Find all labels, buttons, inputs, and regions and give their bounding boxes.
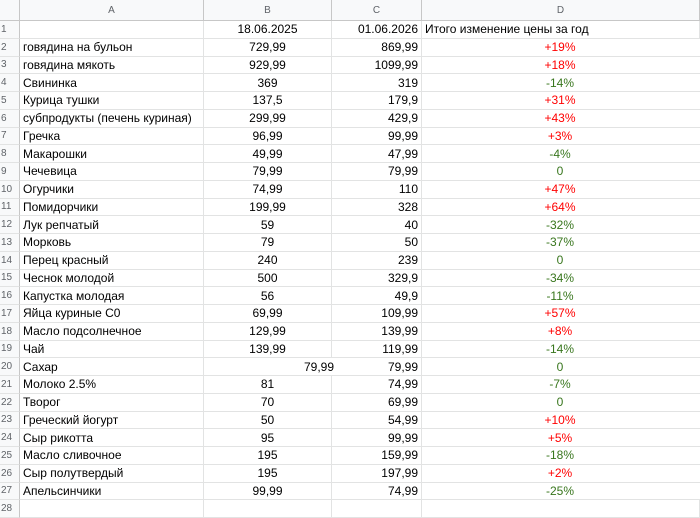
cell-value: 49,99 xyxy=(252,146,283,161)
cell-value: 50 xyxy=(260,412,275,427)
row-header[interactable]: 13 xyxy=(0,234,20,252)
cell-price-2026[interactable] xyxy=(332,216,422,234)
row-header[interactable]: 11 xyxy=(0,199,20,217)
cell-value: -14% xyxy=(545,341,575,356)
empty-cell[interactable] xyxy=(422,500,700,518)
cell-value: -11% xyxy=(546,288,574,303)
cell-value: 199,99 xyxy=(249,199,286,214)
cell-product-name[interactable] xyxy=(20,110,204,128)
cell-value: Морковь xyxy=(23,235,72,250)
cell-price-2026[interactable] xyxy=(332,57,422,75)
cell-value: +2% xyxy=(547,466,573,481)
cell-product-name[interactable] xyxy=(20,57,204,75)
cell-change-percent[interactable] xyxy=(422,323,700,341)
cell-value: 369 xyxy=(257,75,278,90)
cell-value: 0 xyxy=(556,253,564,268)
cell-price-2025[interactable] xyxy=(204,110,332,128)
cell-change-percent[interactable] xyxy=(422,252,700,270)
cell-price-2025[interactable] xyxy=(204,270,332,288)
cell-value: 0 xyxy=(556,395,564,410)
cell-change-percent[interactable] xyxy=(422,92,700,110)
cell-value: +47% xyxy=(544,182,576,197)
cell-price-2026[interactable] xyxy=(332,234,422,252)
cell-value: 239 xyxy=(397,253,418,268)
row-header[interactable]: 18 xyxy=(0,323,20,341)
cell-change-percent[interactable] xyxy=(422,358,700,376)
cell-value: 69,99 xyxy=(387,395,418,410)
cell-change-percent[interactable] xyxy=(422,163,700,181)
cell-price-2026[interactable] xyxy=(332,465,422,483)
cell-change-percent[interactable] xyxy=(422,305,700,323)
cell-value: говядина на бульон xyxy=(23,40,133,55)
cell-value: Чечевица xyxy=(23,164,77,179)
cell-value: 179,9 xyxy=(387,93,418,108)
cell-change-percent[interactable] xyxy=(422,234,700,252)
cell-price-2026[interactable] xyxy=(332,394,422,412)
cell-product-name[interactable] xyxy=(20,92,204,110)
cell-value: Чай xyxy=(23,341,45,356)
cell-product-name[interactable] xyxy=(20,234,204,252)
column-header-c[interactable]: C xyxy=(332,0,422,21)
cell-price-2025[interactable] xyxy=(204,163,332,181)
cell-value: +19% xyxy=(544,40,576,55)
cell-price-2026[interactable] xyxy=(332,163,422,181)
cell-value: 99,99 xyxy=(252,483,283,498)
cell-price-2025[interactable] xyxy=(204,199,332,217)
row-header[interactable]: 28 xyxy=(0,500,20,518)
cell-price-2025[interactable] xyxy=(204,394,332,412)
cell-price-2025[interactable] xyxy=(204,216,332,234)
cell-value: Масло сливочное xyxy=(23,448,122,463)
cell-value: Молоко 2.5% xyxy=(23,377,97,392)
cell-price-2026[interactable] xyxy=(332,110,422,128)
cell-value: говядина мякоть xyxy=(23,57,116,72)
cell-b1[interactable] xyxy=(204,21,332,39)
cell-value: субпродукты (печень куриная) xyxy=(23,111,192,126)
cell-price-2026[interactable] xyxy=(332,145,422,163)
cell-price-2026[interactable] xyxy=(332,429,422,447)
cell-value: Сыр рикотта xyxy=(23,430,94,445)
cell-value: 99,99 xyxy=(387,128,418,143)
cell-value: 40 xyxy=(404,217,418,232)
row-header[interactable]: 4 xyxy=(0,74,20,92)
cell-price-2025[interactable] xyxy=(204,323,332,341)
cell-price-2025[interactable] xyxy=(204,412,332,430)
cell-value: Огурчики xyxy=(23,182,74,197)
cell-price-2025[interactable] xyxy=(204,92,332,110)
cell-product-name[interactable] xyxy=(20,287,204,305)
column-header-d[interactable]: D xyxy=(422,0,700,21)
cell-product-name[interactable] xyxy=(20,358,204,376)
cell-product-name[interactable] xyxy=(20,199,204,217)
cell-product-name[interactable] xyxy=(20,39,204,57)
cell-value: -14% xyxy=(545,75,575,90)
cell-product-name[interactable] xyxy=(20,394,204,412)
cell-change-percent[interactable] xyxy=(422,39,700,57)
cell-change-percent[interactable] xyxy=(422,429,700,447)
cell-value: Творог xyxy=(23,395,61,410)
cell-value: 195 xyxy=(257,466,278,481)
row-header[interactable]: 5 xyxy=(0,92,20,110)
cell-a1[interactable] xyxy=(20,21,204,39)
column-header-a[interactable]: A xyxy=(20,0,204,21)
cell-price-2025[interactable] xyxy=(204,287,332,305)
cell-change-percent[interactable] xyxy=(422,128,700,146)
row-header[interactable]: 21 xyxy=(0,376,20,394)
cell-value: 139,99 xyxy=(381,324,418,339)
cell-change-percent[interactable] xyxy=(422,447,700,465)
cell-value: Масло подсолнечное xyxy=(23,324,142,339)
cell-product-name[interactable] xyxy=(20,128,204,146)
cell-value: 81 xyxy=(260,377,275,392)
cell-value: +3% xyxy=(547,128,573,143)
cell-value: Помидорчики xyxy=(23,199,99,214)
cell-change-percent[interactable] xyxy=(422,394,700,412)
row-header[interactable]: 15 xyxy=(0,270,20,288)
row-header[interactable]: 26 xyxy=(0,465,20,483)
cell-value: 500 xyxy=(257,270,278,285)
cell-price-2026[interactable] xyxy=(332,270,422,288)
cell-value: Итого изменение цены за год xyxy=(425,22,589,37)
cell-value: 96,99 xyxy=(252,128,283,143)
row-header[interactable]: 17 xyxy=(0,305,20,323)
cell-value: +64% xyxy=(544,199,576,214)
row-header[interactable]: 9 xyxy=(0,163,20,181)
cell-value: 79,99 xyxy=(252,164,283,179)
cell-value: 18.06.2025 xyxy=(237,22,298,37)
cell-price-2025[interactable] xyxy=(204,234,332,252)
cell-value: 319 xyxy=(397,75,418,90)
cell-value: +5% xyxy=(547,430,573,445)
cell-c1[interactable] xyxy=(332,21,422,39)
cell-price-2026[interactable] xyxy=(332,128,422,146)
cell-value: 137,5 xyxy=(252,93,283,108)
cell-value: 47,99 xyxy=(387,146,418,161)
cell-price-2026[interactable] xyxy=(332,39,422,57)
cell-value: 729,99 xyxy=(249,40,286,55)
cell-price-2025[interactable] xyxy=(204,181,332,199)
cell-value: 328 xyxy=(397,199,418,214)
cell-value: 159,99 xyxy=(381,448,418,463)
cell-price-2025[interactable] xyxy=(204,483,332,501)
cell-value: -34% xyxy=(545,270,575,285)
cell-change-percent[interactable] xyxy=(422,145,700,163)
row-header[interactable]: 7 xyxy=(0,128,20,146)
cell-change-percent[interactable] xyxy=(422,376,700,394)
cell-price-2025[interactable] xyxy=(204,341,332,359)
cell-change-percent[interactable] xyxy=(422,110,700,128)
cell-price-2026[interactable] xyxy=(332,412,422,430)
cell-value: 49,9 xyxy=(394,288,418,303)
cell-price-2026[interactable] xyxy=(332,92,422,110)
row-header[interactable]: 2 xyxy=(0,39,20,57)
cell-value: Сыр полутвердый xyxy=(23,466,124,481)
cell-value: 129,99 xyxy=(249,324,286,339)
cell-value: 74,99 xyxy=(387,377,418,392)
cell-value: 79,99 xyxy=(303,359,334,374)
cell-value: Макарошки xyxy=(23,146,87,161)
cell-price-2025[interactable] xyxy=(204,447,332,465)
cell-product-name[interactable] xyxy=(20,341,204,359)
cell-value: Греческий йогурт xyxy=(23,412,119,427)
cell-price-2025[interactable] xyxy=(204,305,332,323)
cell-value: +43% xyxy=(544,111,576,126)
cell-product-name[interactable] xyxy=(20,429,204,447)
cell-price-2026[interactable] xyxy=(332,483,422,501)
row-header[interactable]: 24 xyxy=(0,429,20,447)
cell-price-2025[interactable] xyxy=(204,429,332,447)
cell-value: 56 xyxy=(260,288,275,303)
cell-value: 195 xyxy=(257,448,278,463)
cell-value: Чеснок молодой xyxy=(23,270,115,285)
cell-product-name[interactable] xyxy=(20,252,204,270)
cell-value: Курица тушки xyxy=(23,93,100,108)
cell-value: 99,99 xyxy=(387,430,418,445)
row-header[interactable]: 10 xyxy=(0,181,20,199)
cell-price-2025[interactable] xyxy=(204,57,332,75)
row-header[interactable]: 1 xyxy=(0,21,20,39)
cell-price-2026[interactable] xyxy=(332,199,422,217)
cell-product-name[interactable] xyxy=(20,74,204,92)
cell-value: 869,99 xyxy=(381,40,418,55)
cell-value: 110 xyxy=(398,182,418,197)
cell-value: 197,99 xyxy=(381,466,418,481)
cell-value: +8% xyxy=(547,324,573,339)
cell-change-percent[interactable] xyxy=(422,465,700,483)
cell-change-percent[interactable] xyxy=(422,483,700,501)
cell-value: 95 xyxy=(260,430,275,445)
row-header[interactable]: 25 xyxy=(0,447,20,465)
cell-value: 240 xyxy=(257,253,278,268)
cell-change-percent[interactable] xyxy=(422,181,700,199)
row-header[interactable]: 3 xyxy=(0,57,20,75)
cell-product-name[interactable] xyxy=(20,145,204,163)
row-header[interactable]: 20 xyxy=(0,358,20,376)
cell-price-2026[interactable] xyxy=(332,181,422,199)
empty-cell[interactable] xyxy=(332,500,422,518)
cell-value: 70 xyxy=(260,395,275,410)
cell-value: Свининка xyxy=(23,75,77,90)
cell-value: 50 xyxy=(404,235,418,250)
cell-value: -32% xyxy=(545,217,575,232)
cell-change-percent[interactable] xyxy=(422,74,700,92)
cell-price-2026[interactable] xyxy=(332,447,422,465)
cell-price-2026[interactable] xyxy=(332,323,422,341)
cell-value: 69,99 xyxy=(252,306,283,321)
cell-value: Сахар xyxy=(23,359,58,374)
cell-value: 429,9 xyxy=(387,111,418,126)
cell-value: -25% xyxy=(545,483,575,498)
cell-value: 79,99 xyxy=(387,164,418,179)
empty-cell[interactable] xyxy=(204,500,332,518)
cell-product-name[interactable] xyxy=(20,270,204,288)
row-header[interactable]: 12 xyxy=(0,216,20,234)
cell-product-name[interactable] xyxy=(20,323,204,341)
cell-value: 79 xyxy=(260,235,275,250)
cell-value: Яйца куриные С0 xyxy=(23,306,121,321)
select-all-corner[interactable] xyxy=(0,0,20,21)
cell-value: 54,99 xyxy=(387,412,418,427)
cell-value: 299,99 xyxy=(249,111,286,126)
cell-change-percent[interactable] xyxy=(422,57,700,75)
cell-price-2026[interactable] xyxy=(332,74,422,92)
cell-value: -37% xyxy=(545,235,575,250)
row-header[interactable]: 27 xyxy=(0,483,20,501)
cell-value: 01.06.2026 xyxy=(357,22,418,37)
cell-price-2026[interactable] xyxy=(332,341,422,359)
cell-value: Капустка молодая xyxy=(23,288,125,303)
cell-price-2026[interactable] xyxy=(332,376,422,394)
cell-product-name[interactable] xyxy=(20,447,204,465)
cell-change-percent[interactable] xyxy=(422,287,700,305)
cell-value: 74,99 xyxy=(252,182,283,197)
row-header[interactable]: 16 xyxy=(0,287,20,305)
cell-value: 139,99 xyxy=(249,341,286,356)
cell-value: +31% xyxy=(544,93,576,108)
cell-product-name[interactable] xyxy=(20,376,204,394)
empty-cell[interactable] xyxy=(20,500,204,518)
cell-price-2025[interactable] xyxy=(204,465,332,483)
cell-price-2026[interactable] xyxy=(332,305,422,323)
cell-value: Апельсинчики xyxy=(23,483,102,498)
cell-value: 79,99 xyxy=(387,359,418,374)
cell-value: 329,9 xyxy=(387,270,418,285)
cell-price-2025[interactable] xyxy=(204,358,337,376)
row-header[interactable]: 19 xyxy=(0,341,20,359)
cell-value: -4% xyxy=(549,146,571,161)
cell-value: 119,99 xyxy=(382,341,418,356)
cell-product-name[interactable] xyxy=(20,216,204,234)
cell-product-name[interactable] xyxy=(20,412,204,430)
cell-value: 74,99 xyxy=(387,483,418,498)
cell-price-2025[interactable] xyxy=(204,376,332,394)
cell-product-name[interactable] xyxy=(20,163,204,181)
cell-value: Гречка xyxy=(23,128,61,143)
cell-value: Перец красный xyxy=(23,253,109,268)
cell-value: +10% xyxy=(544,412,576,427)
row-header[interactable]: 6 xyxy=(0,110,20,128)
cell-product-name[interactable] xyxy=(20,483,204,501)
cell-d1[interactable] xyxy=(422,21,700,39)
cell-value: -7% xyxy=(549,377,571,392)
cell-product-name[interactable] xyxy=(20,465,204,483)
row-header[interactable]: 22 xyxy=(0,394,20,412)
cell-change-percent[interactable] xyxy=(422,412,700,430)
cell-product-name[interactable] xyxy=(20,181,204,199)
cell-price-2025[interactable] xyxy=(204,74,332,92)
cell-price-2026[interactable] xyxy=(332,252,422,270)
cell-price-2025[interactable] xyxy=(204,145,332,163)
row-header[interactable]: 23 xyxy=(0,412,20,430)
cell-change-percent[interactable] xyxy=(422,270,700,288)
cell-change-percent[interactable] xyxy=(422,216,700,234)
cell-product-name[interactable] xyxy=(20,305,204,323)
cell-value: +18% xyxy=(544,57,576,72)
row-header[interactable]: 14 xyxy=(0,252,20,270)
cell-value: +57% xyxy=(544,306,576,321)
cell-value: 109,99 xyxy=(381,306,418,321)
cell-change-percent[interactable] xyxy=(422,199,700,217)
column-header-b[interactable]: B xyxy=(204,0,332,21)
cell-value: 0 xyxy=(556,164,564,179)
cell-price-2025[interactable] xyxy=(204,39,332,57)
cell-value: 1099,99 xyxy=(374,57,418,72)
row-header[interactable]: 8 xyxy=(0,145,20,163)
cell-value: 59 xyxy=(260,217,275,232)
cell-price-2026[interactable] xyxy=(332,358,422,376)
cell-change-percent[interactable] xyxy=(422,341,700,359)
cell-value: 929,99 xyxy=(249,57,286,72)
cell-price-2025[interactable] xyxy=(204,252,332,270)
cell-price-2025[interactable] xyxy=(204,128,332,146)
cell-price-2026[interactable] xyxy=(332,287,422,305)
cell-value: -18% xyxy=(545,448,575,463)
cell-value: 0 xyxy=(556,359,564,374)
cell-value: Лук репчатый xyxy=(23,217,99,232)
